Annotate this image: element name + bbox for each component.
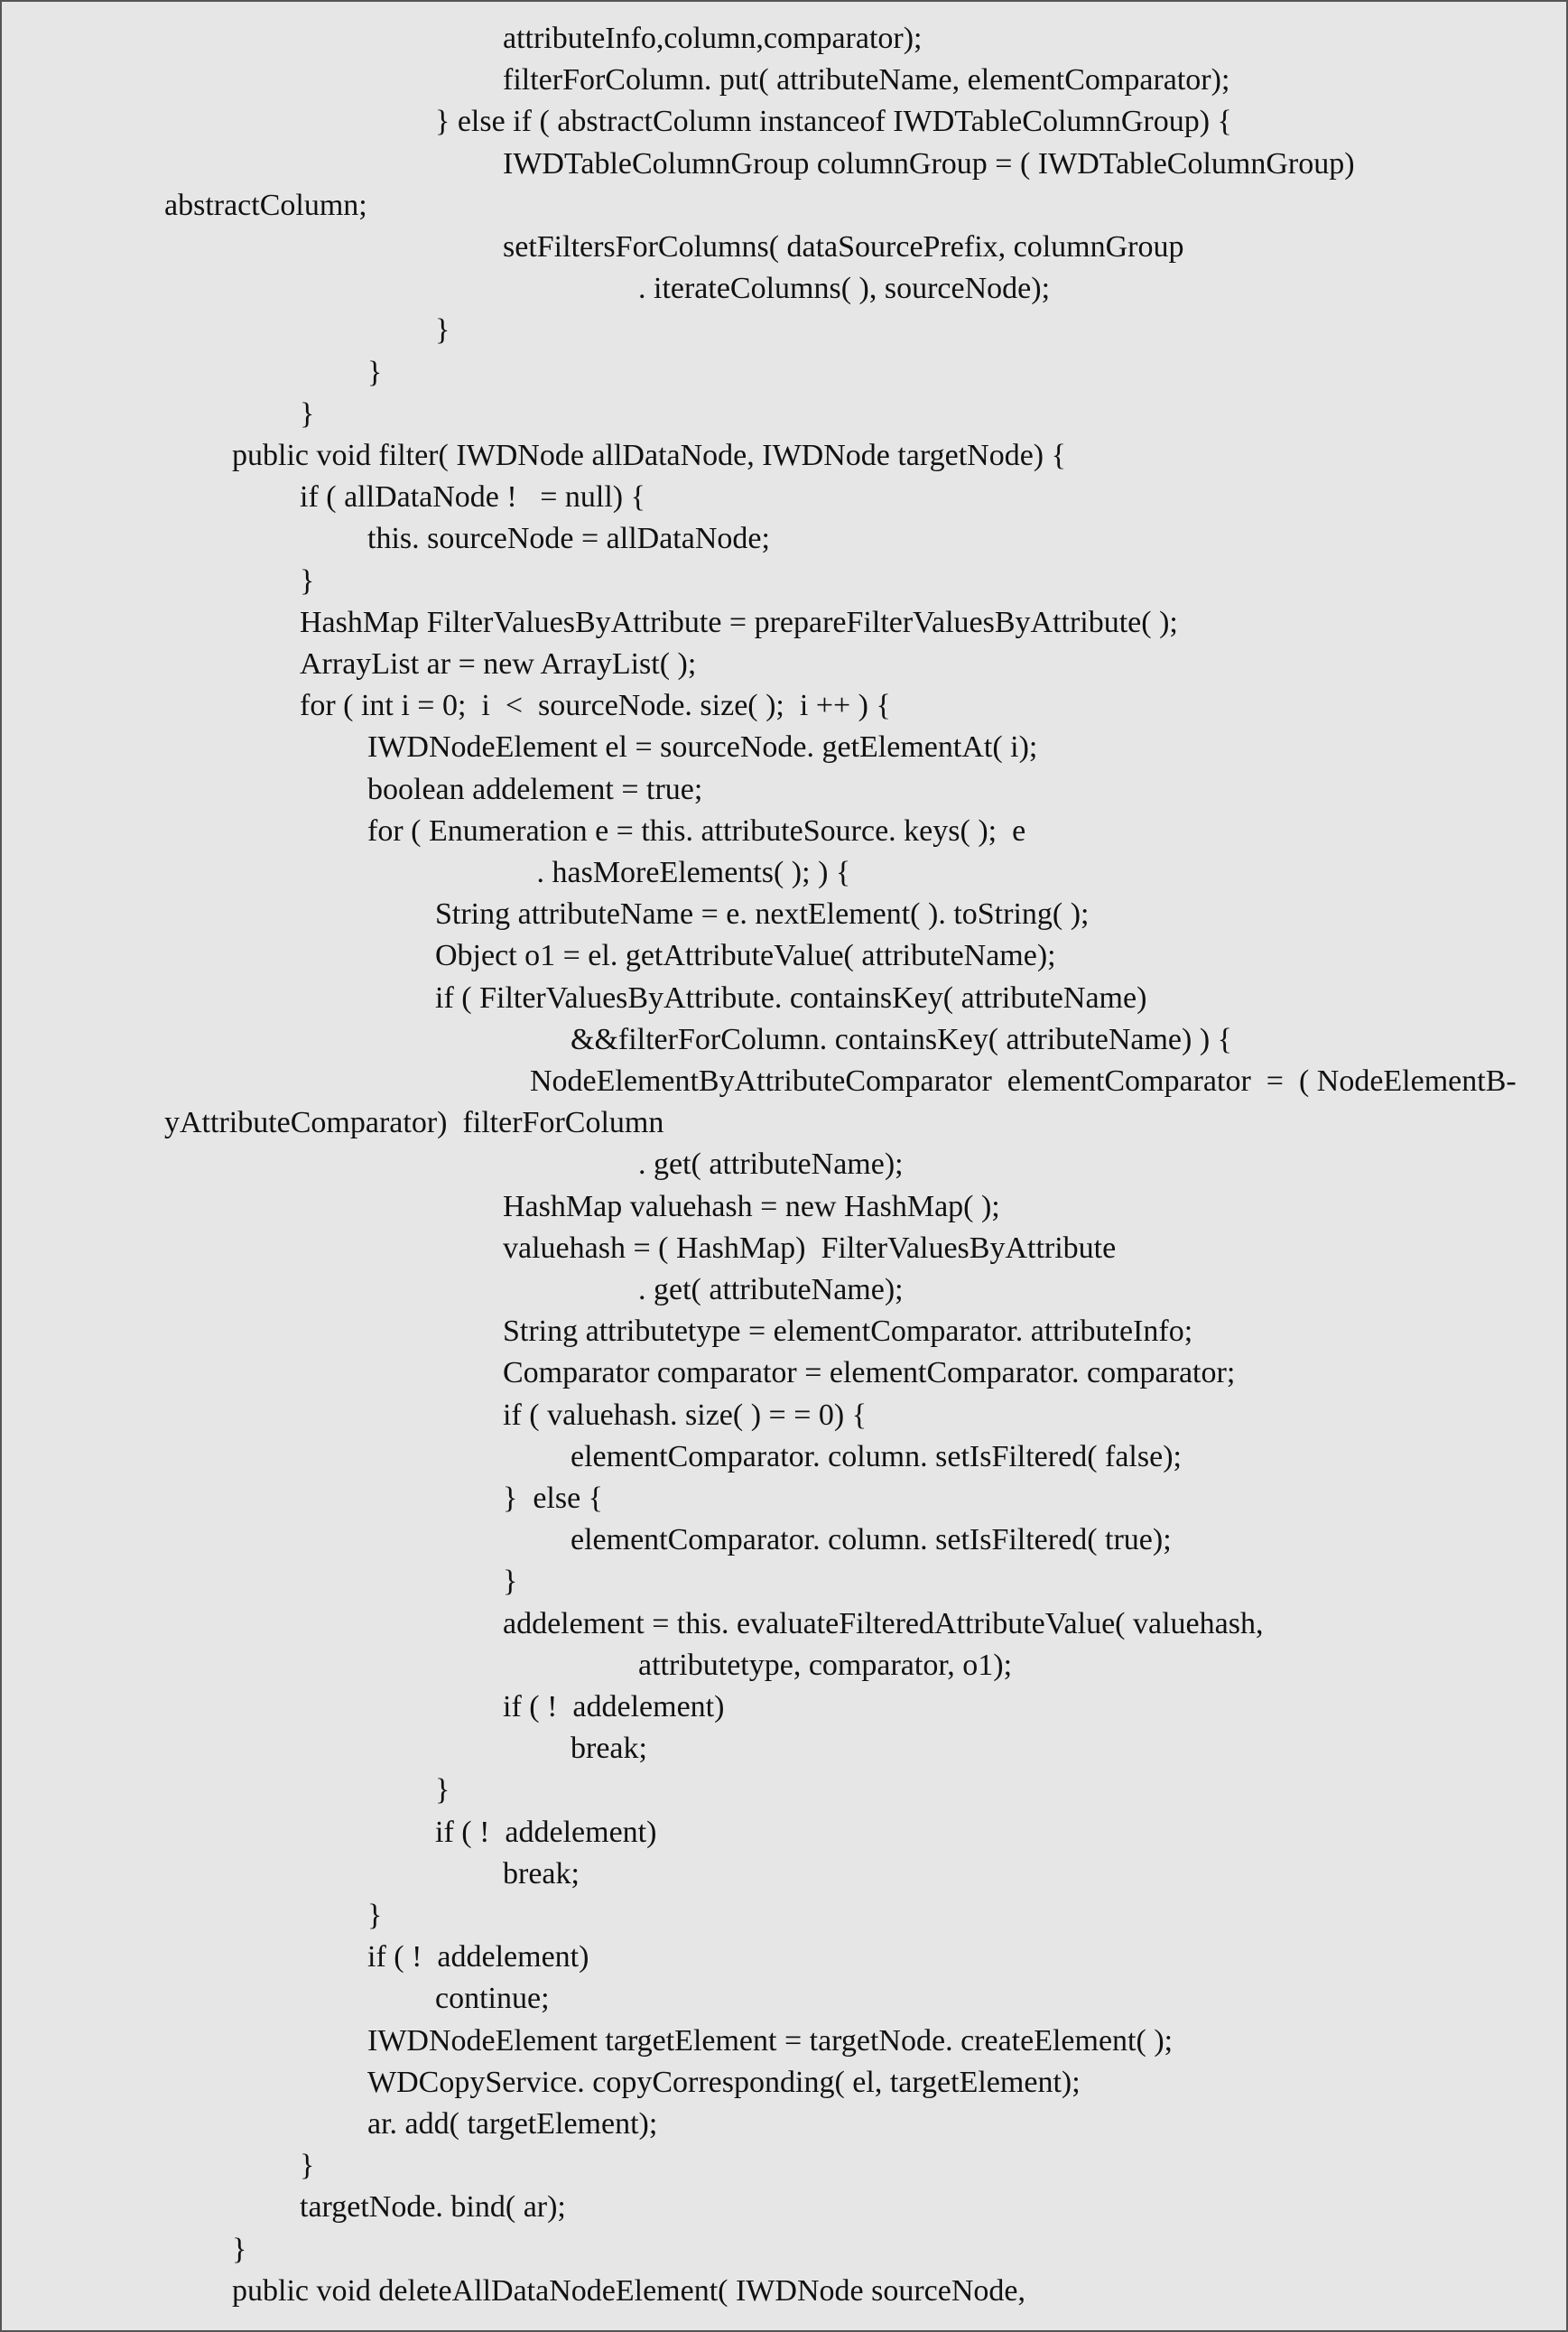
code-line: Object o1 = el. getAttributeValue( attributeName); bbox=[435, 939, 1056, 973]
code-line: continue; bbox=[435, 1982, 550, 2016]
code-line: } bbox=[300, 396, 315, 431]
code-line: if ( allDataNode ! = null) { bbox=[300, 480, 645, 515]
code-line: setFiltersForColumns( dataSourcePrefix, columnGroup bbox=[503, 230, 1184, 264]
code-line: HashMap valuehash = new HashMap( ); bbox=[503, 1189, 1000, 1223]
code-line: } bbox=[232, 2232, 247, 2266]
code-line: for ( Enumeration e = this. attributeSource. keys( ); e bbox=[367, 813, 1026, 848]
code-line: IWDTableColumnGroup columnGroup = ( IWDTableColumnGroup) bbox=[503, 146, 1355, 181]
code-line: attributetype, comparator, o1); bbox=[638, 1648, 1013, 1682]
code-line: addelement = this. evaluateFilteredAttributeValue( valuehash, bbox=[503, 1606, 1264, 1640]
code-line: Comparator comparator = elementComparator. comparator; bbox=[503, 1356, 1236, 1390]
code-line: valuehash = ( HashMap) FilterValuesByAttribute bbox=[503, 1231, 1117, 1265]
code-line: elementComparator. column. setIsFiltered( false); bbox=[571, 1439, 1182, 1473]
code-line: IWDNodeElement targetElement = targetNode. createElement( ); bbox=[367, 2023, 1174, 2058]
code-line: if ( valuehash. size( ) = = 0) { bbox=[503, 1398, 868, 1432]
code-line: . hasMoreElements( ); ) { bbox=[536, 856, 851, 889]
code-line: String attributetype = elementComparator. attributeInfo; bbox=[503, 1315, 1193, 1349]
code-line: } bbox=[503, 1565, 518, 1599]
code-line: } bbox=[367, 1899, 383, 1932]
code-line: if ( ! addelement) bbox=[503, 1690, 725, 1723]
code-line: IWDNodeElement el = sourceNode. getElementAt( i); bbox=[367, 730, 1038, 765]
code-line: for ( int i = 0; i < sourceNode. size( ); i ++ ) { bbox=[300, 689, 891, 723]
code-line: boolean addelement = true; bbox=[367, 772, 703, 806]
code-line: . get( attributeName); bbox=[638, 1273, 904, 1306]
code-line: } else if ( abstractColumn instanceof IWDTableColumnGroup) { bbox=[435, 105, 1232, 139]
code-line: public void deleteAllDataNodeElement( IWDNode sourceNode, bbox=[232, 2273, 1025, 2308]
code-line: abstractColumn; bbox=[164, 188, 367, 222]
code-line: NodeElementByAttributeComparator elementComparator = ( NodeElementB- bbox=[530, 1064, 1517, 1098]
code-line: if ( ! addelement) bbox=[367, 1940, 589, 1974]
code-line: public void filter( IWDNode allDataNode, IWDNode targetNode) { bbox=[232, 439, 1066, 472]
code-line: } else { bbox=[503, 1482, 603, 1515]
code-line: . iterateColumns( ), sourceNode); bbox=[638, 272, 1051, 306]
code-line: } bbox=[300, 563, 315, 598]
code-line: } bbox=[300, 2149, 315, 2183]
code-line: } bbox=[435, 313, 450, 348]
code-line: elementComparator. column. setIsFiltered( true); bbox=[571, 1523, 1172, 1557]
code-line: if ( ! addelement) bbox=[435, 1815, 657, 1849]
code-line: HashMap FilterValuesByAttribute = prepareFilterValuesByAttribute( ); bbox=[300, 605, 1178, 639]
code-line: WDCopyService. copyCorresponding( el, targetElement); bbox=[367, 2065, 1081, 2099]
code-line: break; bbox=[503, 1856, 580, 1891]
code-line: targetNode. bind( ar); bbox=[300, 2190, 566, 2225]
code-line: break; bbox=[571, 1732, 647, 1766]
code-line: attributeInfo,column,comparator); bbox=[503, 22, 923, 55]
code-line: } bbox=[435, 1773, 450, 1807]
code-line: this. sourceNode = allDataNode; bbox=[367, 522, 770, 556]
code-line: ArrayList ar = new ArrayList( ); bbox=[300, 647, 697, 681]
code-line: filterForColumn. put( attributeName, elementComparator); bbox=[503, 63, 1230, 98]
code-line: if ( FilterValuesByAttribute. containsKey( attributeName) bbox=[435, 980, 1147, 1015]
code-line: . get( attributeName); bbox=[638, 1147, 904, 1182]
code-line: String attributeName = e. nextElement( ). toString( ); bbox=[435, 897, 1090, 932]
code-line: ar. add( targetElement); bbox=[367, 2107, 658, 2141]
code-line: } bbox=[367, 355, 383, 389]
code-line: &&filterForColumn. containsKey( attributeName) ) { bbox=[571, 1022, 1232, 1056]
code-line: yAttributeComparator) filterForColumn bbox=[164, 1106, 664, 1140]
